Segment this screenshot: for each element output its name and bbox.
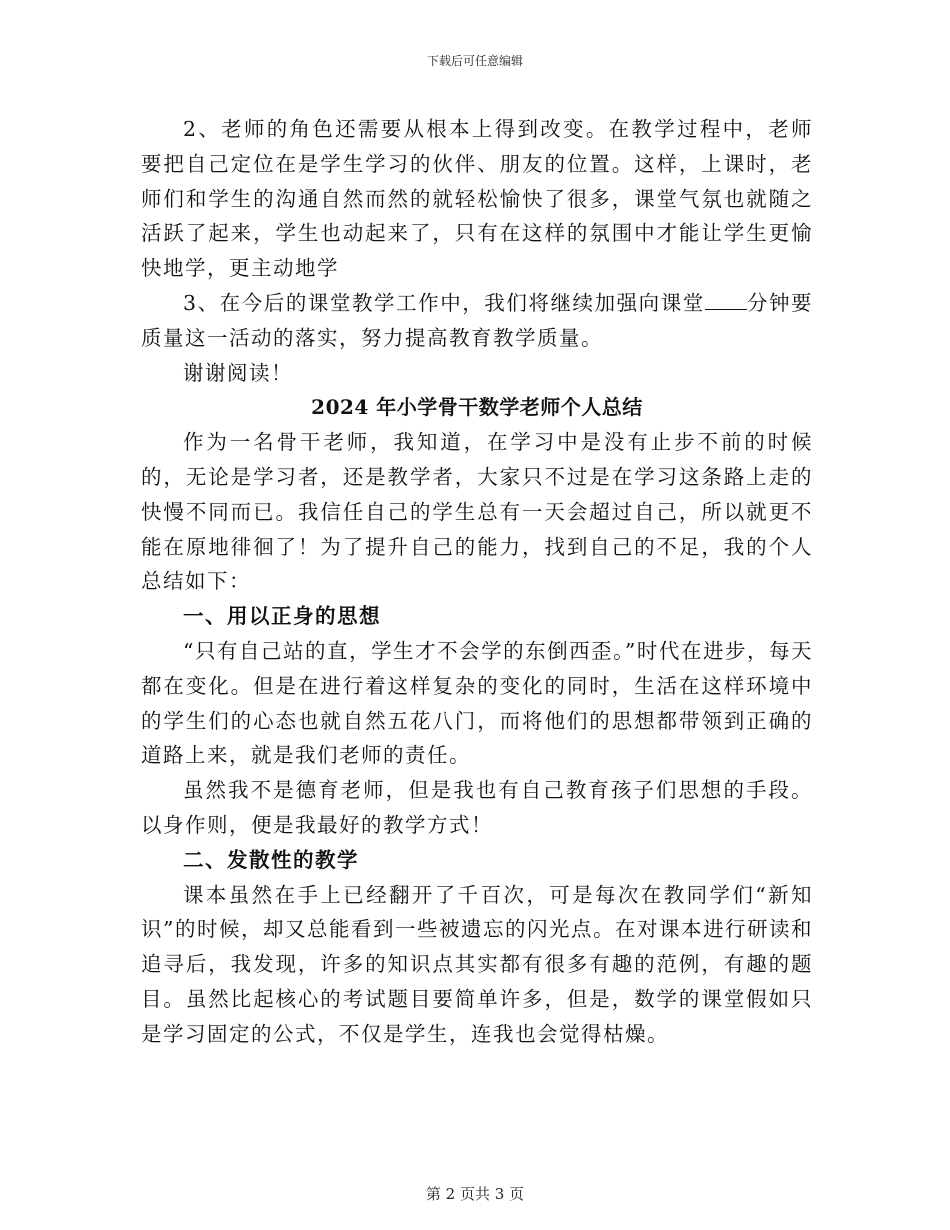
paragraph-classroom-quality-start: 3、在今后的课堂教学工作中，我们将继续加强向课堂 [183, 290, 705, 315]
section-heading-teaching: 二、发散性的教学 [183, 847, 360, 872]
paragraph-classroom-quality-end: 分钟要质量这一活动的落实，努力提高教育教学质量。 [141, 290, 814, 350]
paragraph-teacher-role: 2、老师的角色还需要从根本上得到改变。在教学过程中，老师要把自己定位在是学生学习的伙伴、朋友的位置。这样，上课时，老师们和学生的沟通自然而然的就轻松愉快了很多，课堂气氛也就随之活跃了起来，学生也动起来了，只有在这样的氛围中才能让学生更愉快地学，更主动地学 [141, 117, 813, 281]
paragraph-classroom-quality [141, 286, 813, 356]
thanks-line: 谢谢阅读！ [183, 360, 294, 385]
paragraph-intro: 作为一名骨干老师，我知道，在学习中是没有止步不前的时候的，无论是学习者，还是教学者，大家只不过是在学习这条路上走的快慢不同而已。我信任自己的学生总有一天会超过自己，所以就更不能在原地徘徊了！为了提升自己的能力，找到自己的不足，我的个人总结如下： [141, 430, 813, 594]
document-title: 2024 年小学骨干数学老师个人总结 [311, 395, 643, 420]
document-body [141, 112, 813, 1052]
page-header: 下载后可任意编辑 [426, 54, 523, 68]
page-footer: 第 2 页共 3 页 [425, 1185, 525, 1203]
paragraph-thought-2: 虽然我不是德育老师，但是我也有自己教育孩子们思想的手段。以身作则，便是我最好的教学方式！ [141, 778, 813, 837]
section-heading-thought: 一、用以正身的思想 [183, 604, 382, 629]
paragraph-teaching: 课本虽然在手上已经翻开了千百次，可是每次在教同学们“新知识”的时候，却又总能看到一些被遗忘的闪光点。在对课本进行研读和追寻后，我发现，许多的知识点其实都有很多有趣的范例，有趣的题目。虽然比起核心的考试题目要简单许多，但是，数学的课堂假如只是学习固定的公式，不仅是学生，连我也会觉得枯燥。 [141, 882, 813, 1046]
paragraph-thought-1: “只有自己站的直，学生才不会学的东倒西歪。”时代在进步，每天都在变化。但是在进行着这样复杂的变化的同时，生活在这样环境中的学生们的心态也就自然五花八门，而将他们的思想都带领到正确的道路上来，就是我们老师的责任。 [141, 638, 813, 768]
fill-in-blank [705, 291, 747, 310]
